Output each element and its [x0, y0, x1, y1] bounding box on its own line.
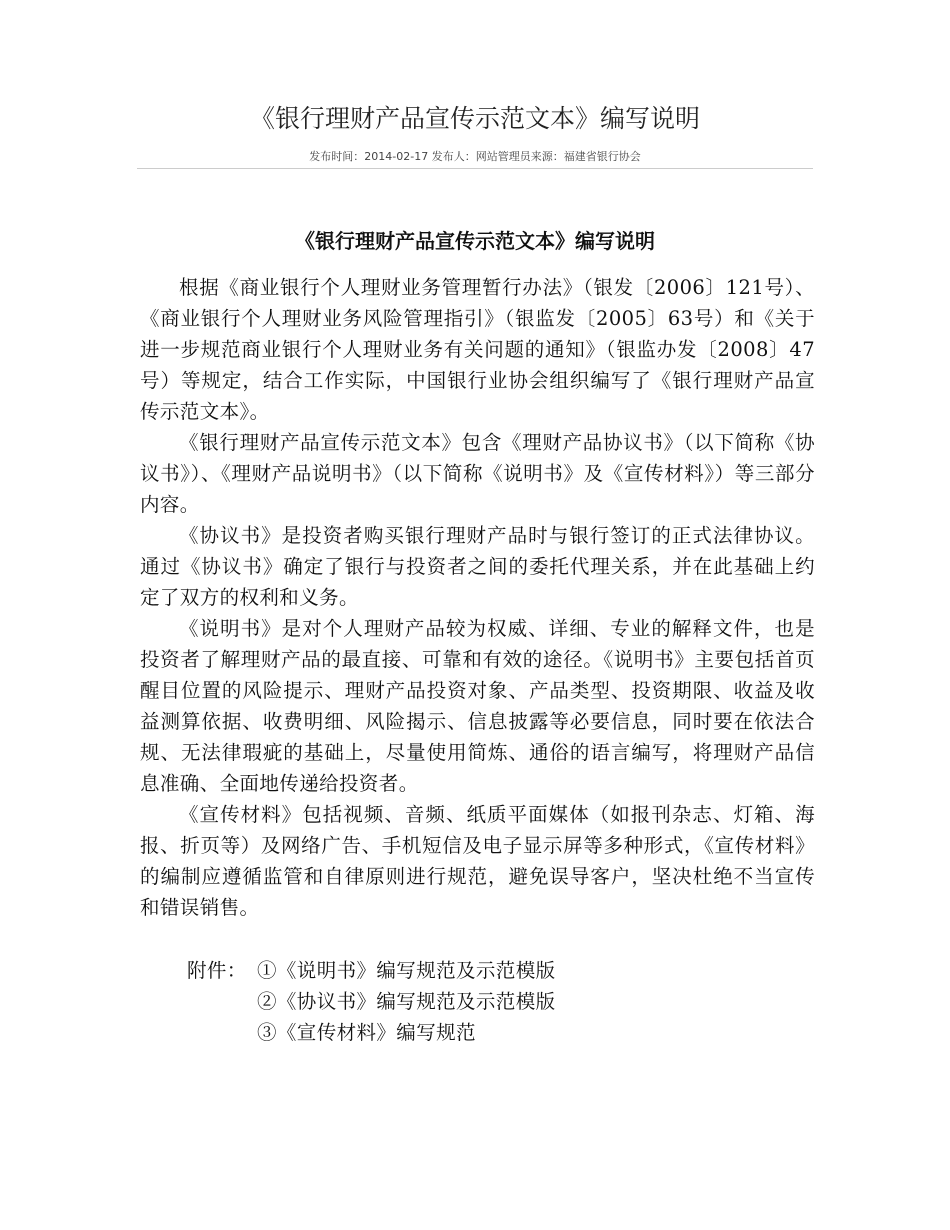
attachment-text: ①《说明书》编写规范及示范模版	[257, 959, 556, 982]
paragraph: 《宣传材料》包括视频、音频、纸质平面媒体（如报刊杂志、灯箱、海报、折页等）及网络广告、手机短信及电子显示屏等多种形式，《宣传材料》的编制应遵循监管和自律原则进行规范，避免误导客户，坚决杜绝不当宣传和错误销售。	[140, 803, 815, 919]
paragraph: 《银行理财产品宣传示范文本》包含《理财产品协议书》（以下简称《协议书》）、《理财产品说明书》（以下简称《说明书》及《宣传材料》）等三部分内容。	[140, 431, 815, 516]
document-heading: 《银行理财产品宣传示范文本》编写说明	[295, 229, 655, 253]
publish-meta: 发布时间：2014-02-17 发布人：网站管理员来源：福建省银行协会	[309, 150, 641, 163]
page-title: 《银行理财产品宣传示范文本》编写说明	[249, 104, 700, 133]
attachment-item	[187, 986, 556, 1017]
attachments-list	[187, 955, 556, 1048]
paragraph: 根据《商业银行个人理财业务管理暂行办法》（银发〔2006〕121号）、《商业银行个人理财业务风险管理指引》（银监发〔2005〕63号）和《关于进一步规范商业银行个人理财业务有关问题的通知》（银监办发〔2008〕47号）等规定，结合工作实际，中国银行业协会组织编写了《银行理财产品宣传示范文本》。	[140, 276, 815, 423]
attachment-item	[187, 1017, 556, 1048]
attachment-text: ③《宣传材料》编写规范	[257, 1021, 476, 1044]
attachments-label: 附件：	[187, 959, 247, 982]
header-divider	[137, 168, 813, 169]
attachment-item	[187, 955, 556, 986]
document-body	[140, 272, 815, 923]
attachment-text: ②《协议书》编写规范及示范模版	[257, 990, 556, 1013]
paragraph: 《说明书》是对个人理财产品较为权威、详细、专业的解释文件，也是投资者了解理财产品的最直接、可靠和有效的途径。《说明书》主要包括首页醒目位置的风险提示、理财产品投资对象、产品类型、投资期限、收益及收益测算依据、收费明细、风险揭示、信息披露等必要信息，同时要在依法合规、无法律瑕疵的基础上，尽量使用简炼、通俗的语言编写，将理财产品信息准确、全面地传递给投资者。	[140, 617, 815, 795]
paragraph: 《协议书》是投资者购买银行理财产品时与银行签订的正式法律协议。通过《协议书》确定了银行与投资者之间的委托代理关系，并在此基础上约定了双方的权利和义务。	[140, 524, 815, 609]
